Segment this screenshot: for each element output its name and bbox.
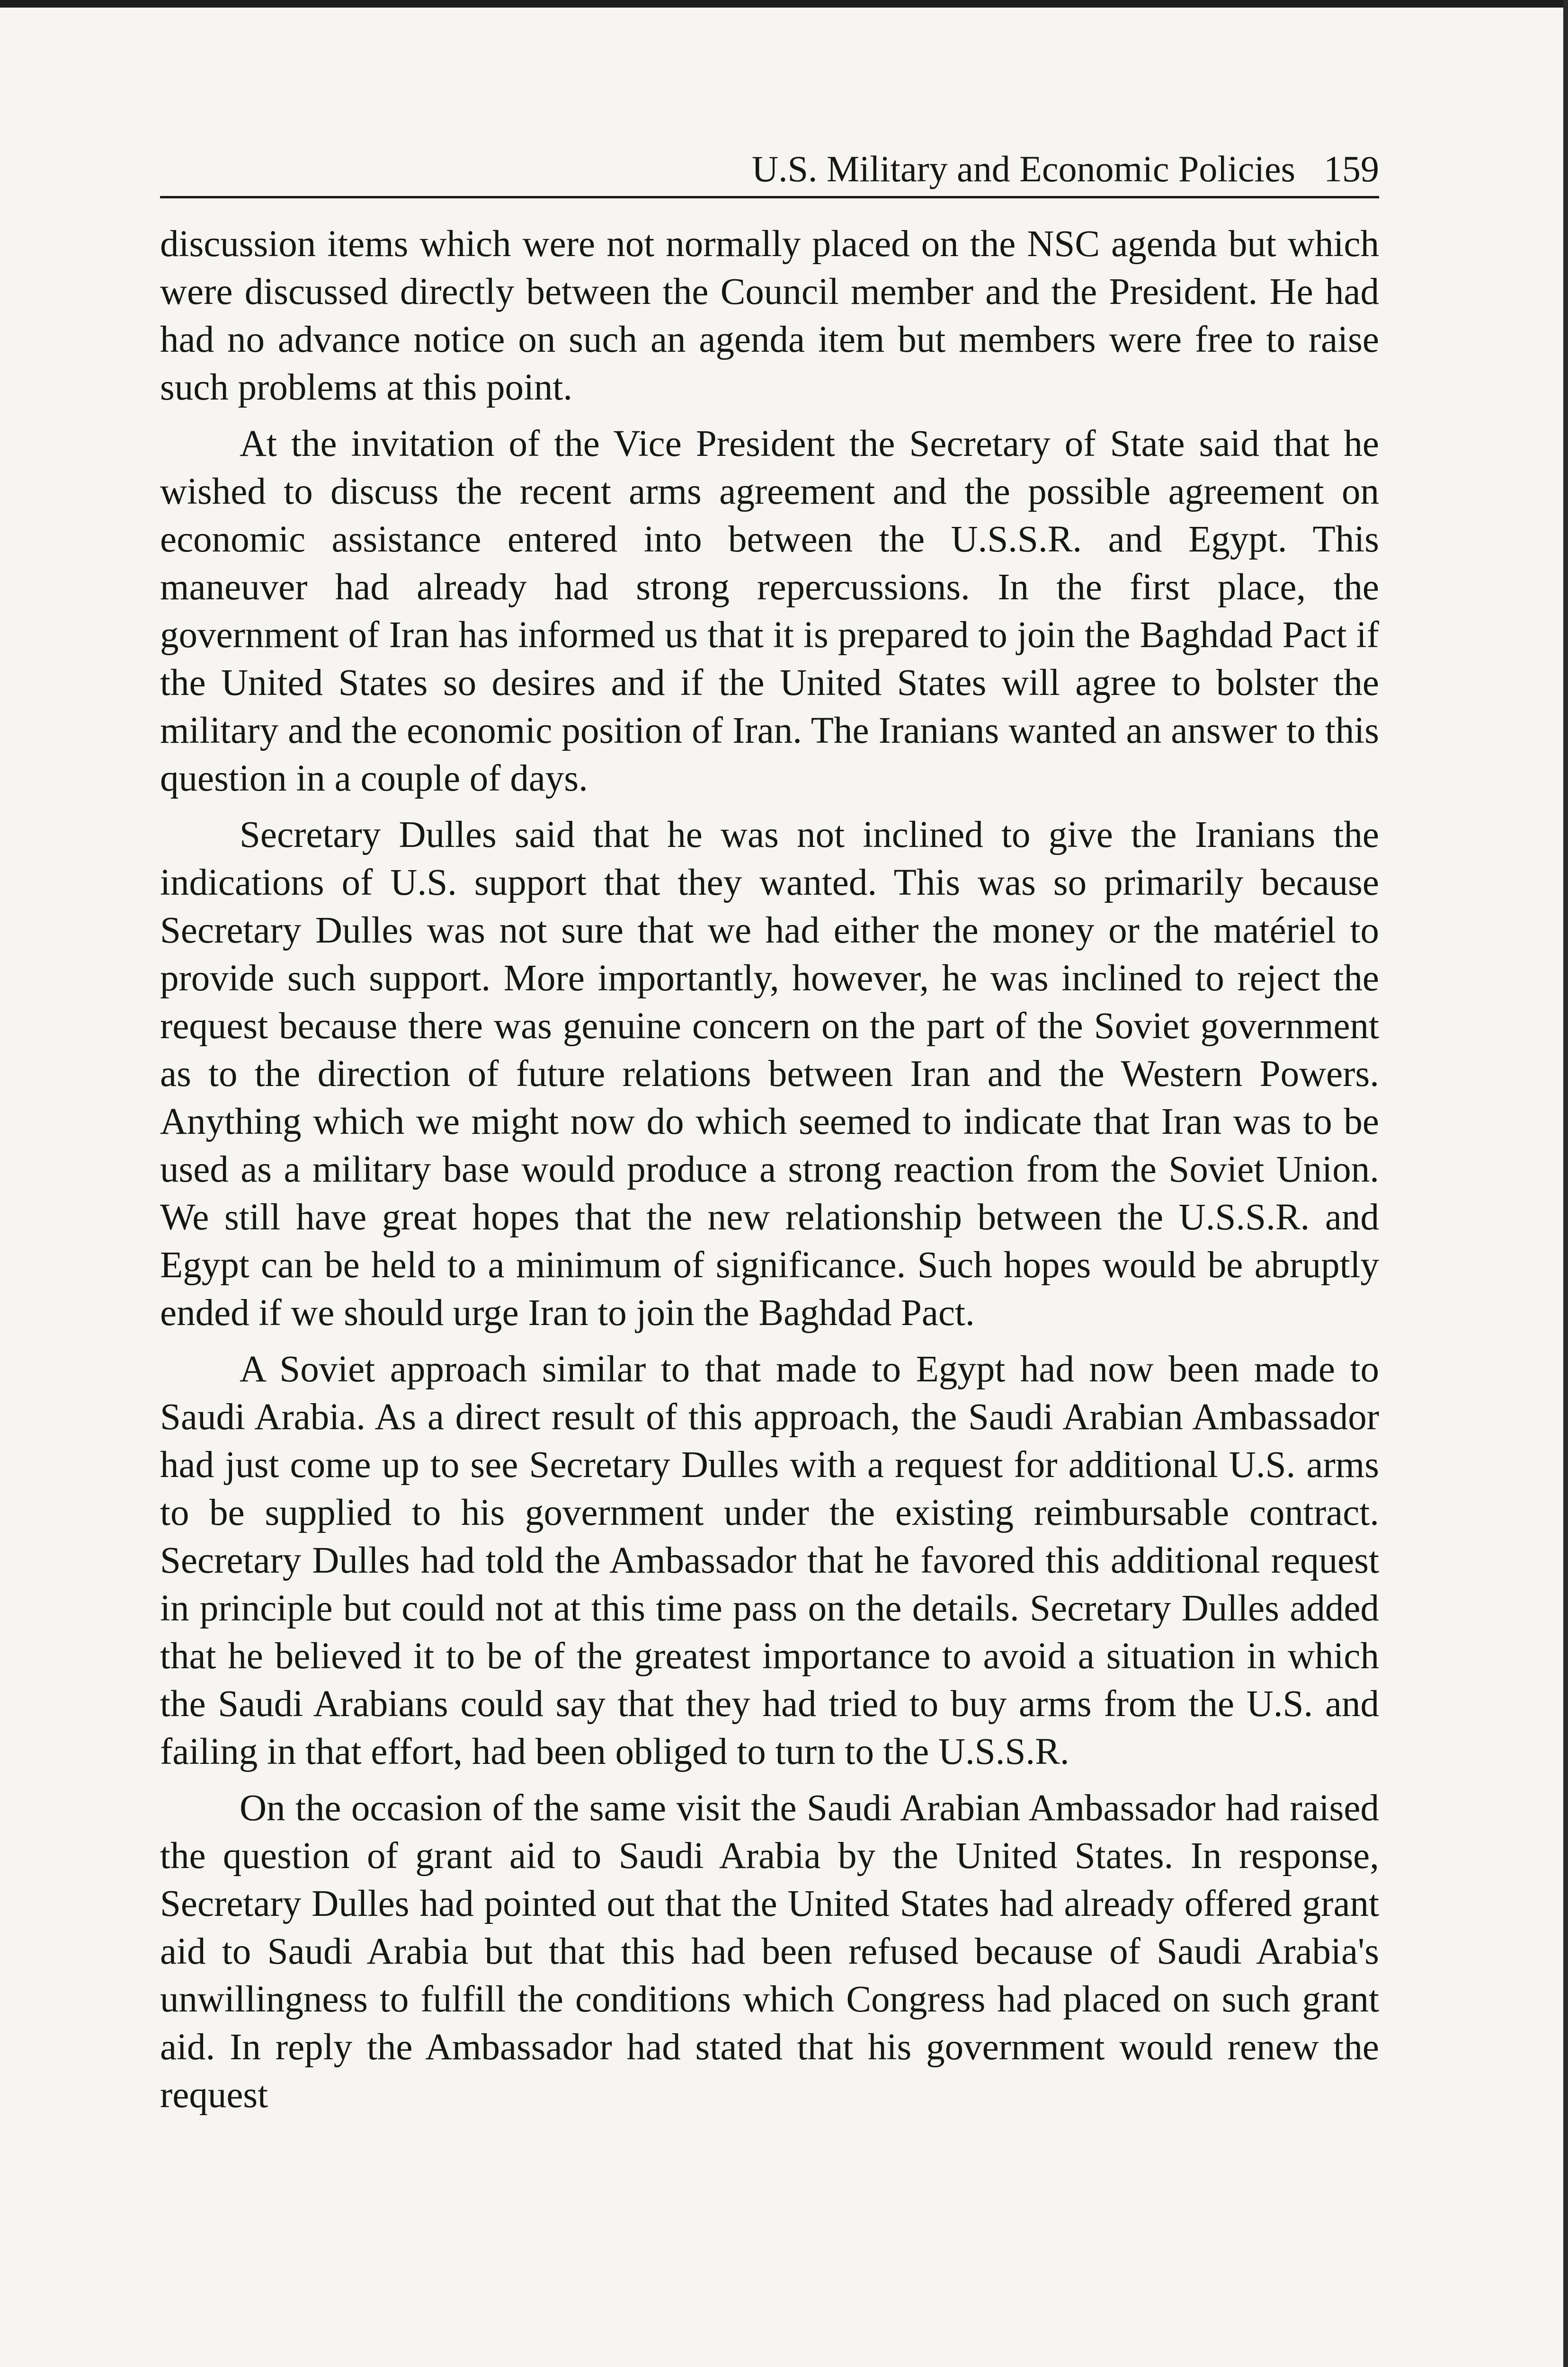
book-page [160,148,1379,2119]
body-text [160,220,1379,2119]
paragraph: Secretary Dulles said that he was not inclined to give the Iranians the indications of U.S. support that they wanted. This was so primarily because Secretary Dulles was not sure that we had either the money or the matériel to provide such support. More importantly, however, he was inclined to reject the request because there was genuine concern on the part of the Soviet government as to the direction of future relations between Iran and the Western Powers. Anything which we might now do which seemed to indicate that Iran was to be used as a military base would produce a strong reaction from the Soviet Union. We still have great hopes that the new relationship between the U.S.S.R. and Egypt can be held to a minimum of significance. Such hopes would be abruptly ended if we should urge Iran to join the Baghdad Pact. [160,814,1379,1334]
paragraph: At the invitation of the Vice President the Secretary of State said that he wished to discuss the recent arms agreement and the possible agreement on economic assistance entered into between the U.S.S.R. and Egypt. This maneuver had already had strong repercussions. In the first place, the government of Iran has informed us that it is prepared to join the Baghdad Pact if the United States so desires and if the United States will agree to bolster the military and the economic position of Iran. The Iranians wanted an answer to this question in a couple of days. [160,423,1379,799]
page-top-edge [0,0,1568,8]
paragraph-continued: discussion items which were not normally placed on the NSC agenda but which were discussed directly between the Council member and the President. He had had no advance notice on such an agenda item but members were free to raise such problems at this point. [160,223,1379,408]
page-number: 159 [1324,148,1379,189]
running-title: U.S. Military and Economic Policies [751,148,1295,189]
paragraph: On the occasion of the same visit the Saudi Arabian Ambassador had raised the question of grant aid to Saudi Arabia by the United States. In response, Secretary Dulles had pointed out that the United States had already offered grant aid to Saudi Arabia but that this had been refused because of Saudi Arabia's unwillingness to fulfill the conditions which Congress had placed on such grant aid. In reply the Ambassador had stated that his government would renew the request [160,1788,1379,2116]
running-header [160,148,1379,198]
page-right-edge [1563,0,1568,2367]
paragraph: A Soviet approach similar to that made to Egypt had now been made to Saudi Arabia. As a direct result of this approach, the Saudi Arabian Ambassador had just come up to see Secretary Dulles with a request for additional U.S. arms to be supplied to his government under the existing reimbursable contract. Secretary Dulles had told the Ambassador that he favored this additional request in principle but could not at this time pass on the details. Secretary Dulles added that he believed it to be of the greatest importance to avoid a situation in which the Saudi Arabians could say that they had tried to buy arms from the U.S. and failing in that effort, had been obliged to turn to the U.S.S.R. [160,1349,1379,1772]
